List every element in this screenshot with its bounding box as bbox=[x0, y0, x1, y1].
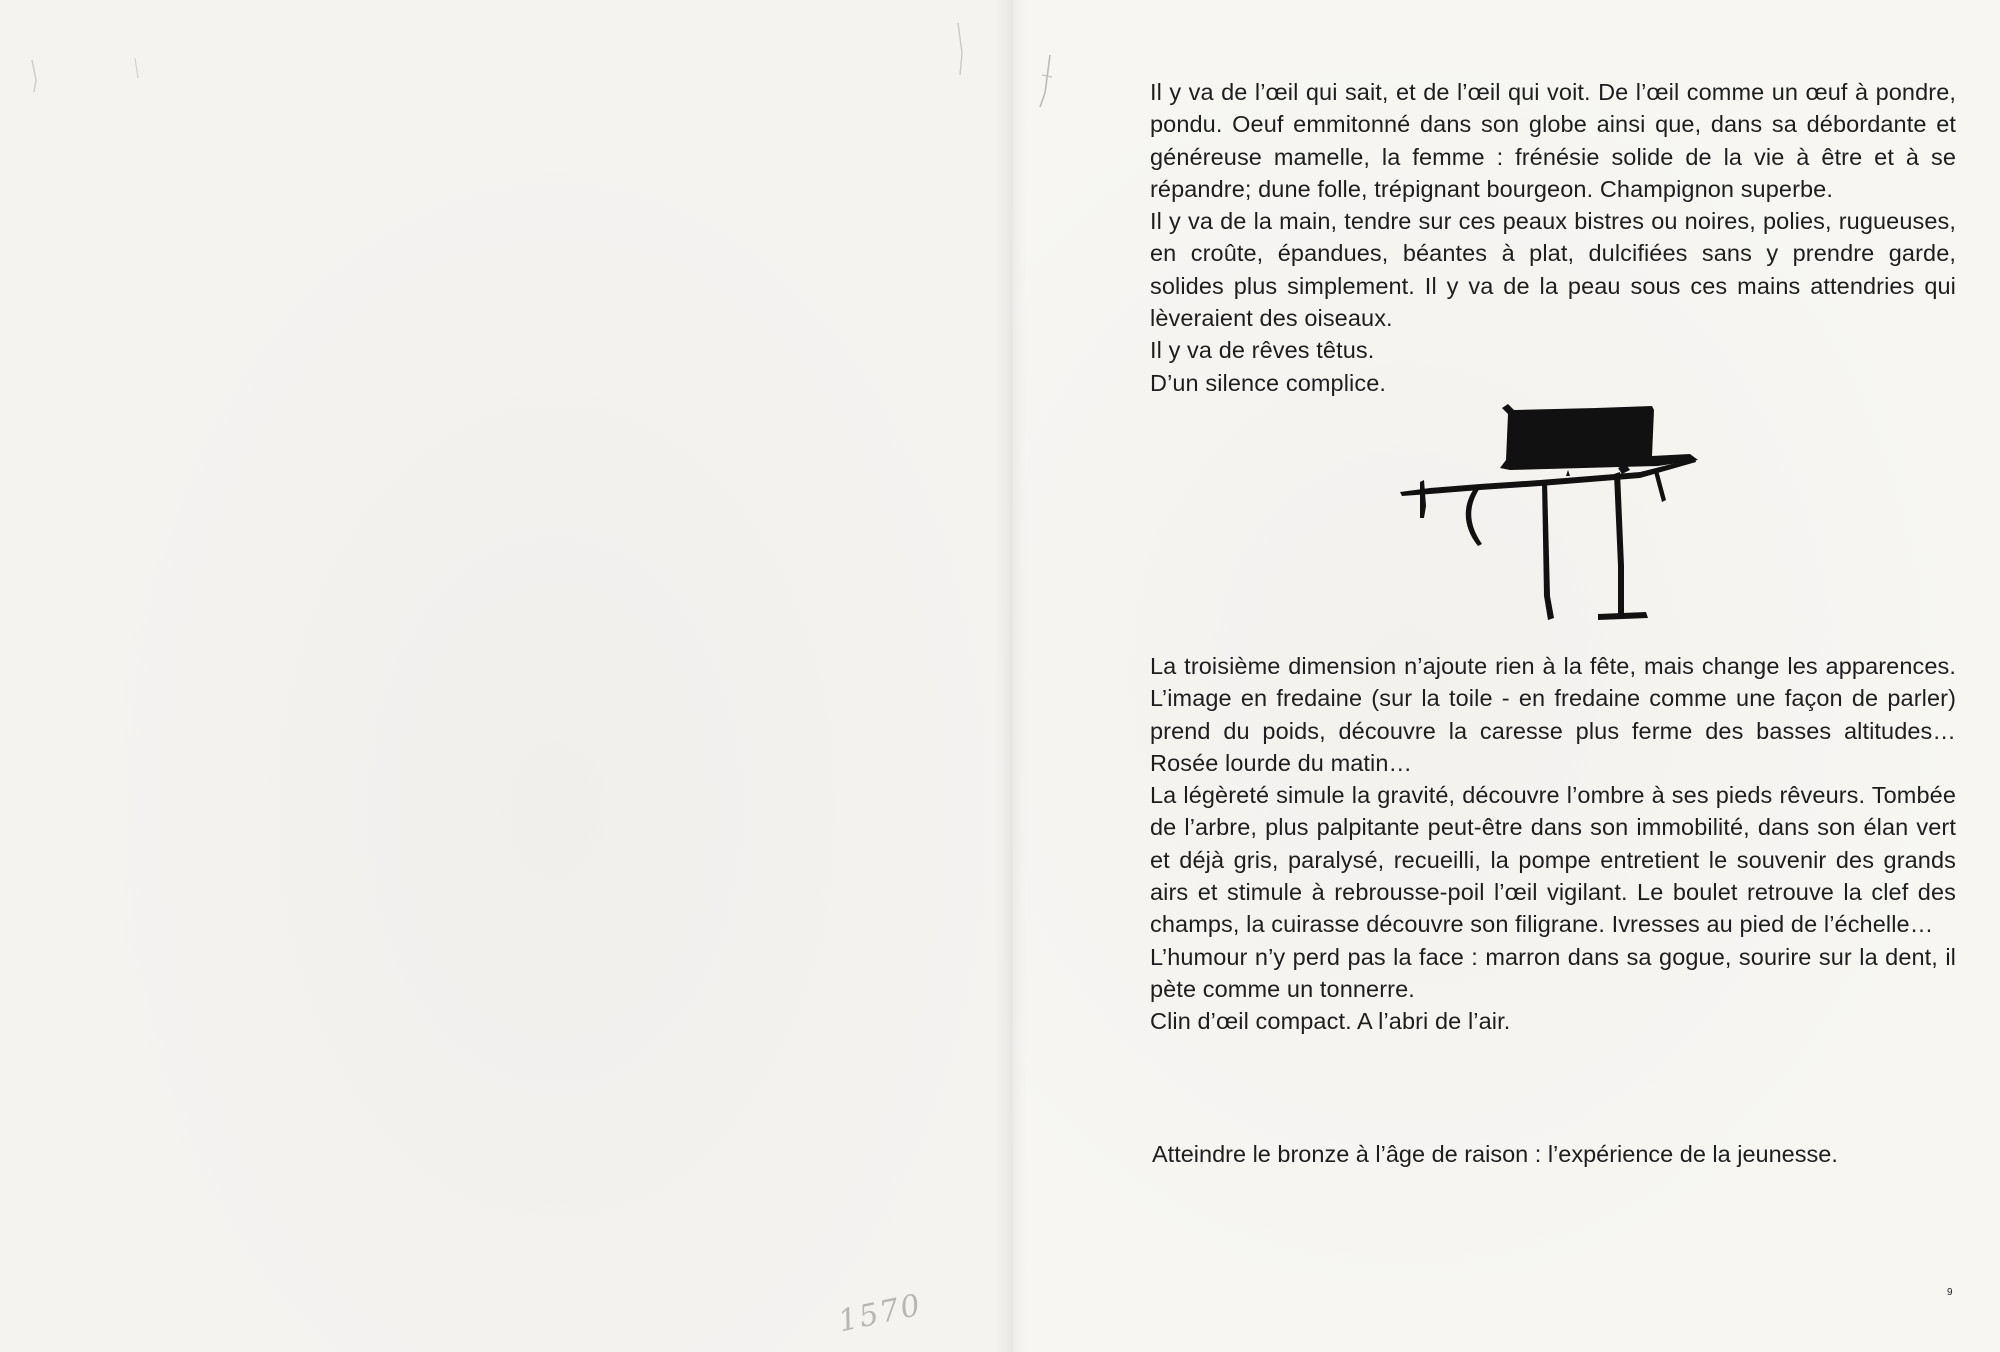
paragraph: Il y va de la main, tendre sur ces peaux bistres ou noires, polies, rugueuses, en croûte, épandues, béantes à plat, dulcifiées sans y prendre garde, solides plus simplement. Il y va de la peau sous ces mains attendries qui lèveraient des oiseaux. bbox=[1150, 208, 1956, 332]
paragraph: Il y va de l’œil qui sait, et de l’œil qui voit. De l’œil comme un œuf à pondre, pondu. Oeuf emmitonné dans son globe ainsi que, dans sa débordante et généreuse mamelle, la femme : frénésie solide de la vie à être et à se répandre; dune folle, trépignant bourgeon. Champignon superbe. bbox=[1150, 79, 1956, 202]
paragraph: L’humour n’y perd pas la face : marron dans sa gogue, sourire sur la dent, il pète comme un tonnerre. bbox=[1150, 943, 1956, 1002]
pencil-inscription: 1570 bbox=[835, 1287, 926, 1340]
ink-drawing-illustration bbox=[1390, 396, 1710, 632]
paragraph: La légèreté simule la gravité, découvre l’ombre à ses pieds rêveurs. Tombée de l’arbre, plus palpitante peut-être dans son immobilité, dans son élan vert et déjà gris, paralysé, recueilli, la pompe entretient le souvenir des grands airs et stimule à rebrousse-poil l’œil vigilant. Le boulet retrouve la clef des champs, la cuirasse découvre son filigrane. Ivresses au pied de l’échelle… bbox=[1150, 782, 1956, 938]
closing-line: Atteindre le bronze à l’âge de raison : l’expérience de la jeunesse. bbox=[1152, 1141, 1838, 1167]
text-block-top bbox=[1150, 76, 1956, 399]
paragraph: Il y va de rêves têtus. bbox=[1150, 337, 1375, 364]
paper-scratch-marks bbox=[20, 50, 160, 120]
paragraph: D’un silence complice. bbox=[1150, 369, 1386, 396]
page-number: 9 bbox=[1947, 1287, 1953, 1298]
center-fold bbox=[995, 0, 1027, 1352]
paragraph: Clin d’œil compact. A l’abri de l’air. bbox=[1150, 1008, 1511, 1035]
fold-scratch-marks bbox=[930, 15, 1080, 115]
paragraph: La troisième dimension n’ajoute rien à la fête, mais change les apparences. L’image en fredaine (sur la toile - en fredaine comme une façon de parler) prend du poids, découvre la caresse plus ferme des basses altitudes… Rosée lourde du matin… bbox=[1150, 653, 1956, 776]
text-block-bottom bbox=[1150, 650, 1956, 1038]
